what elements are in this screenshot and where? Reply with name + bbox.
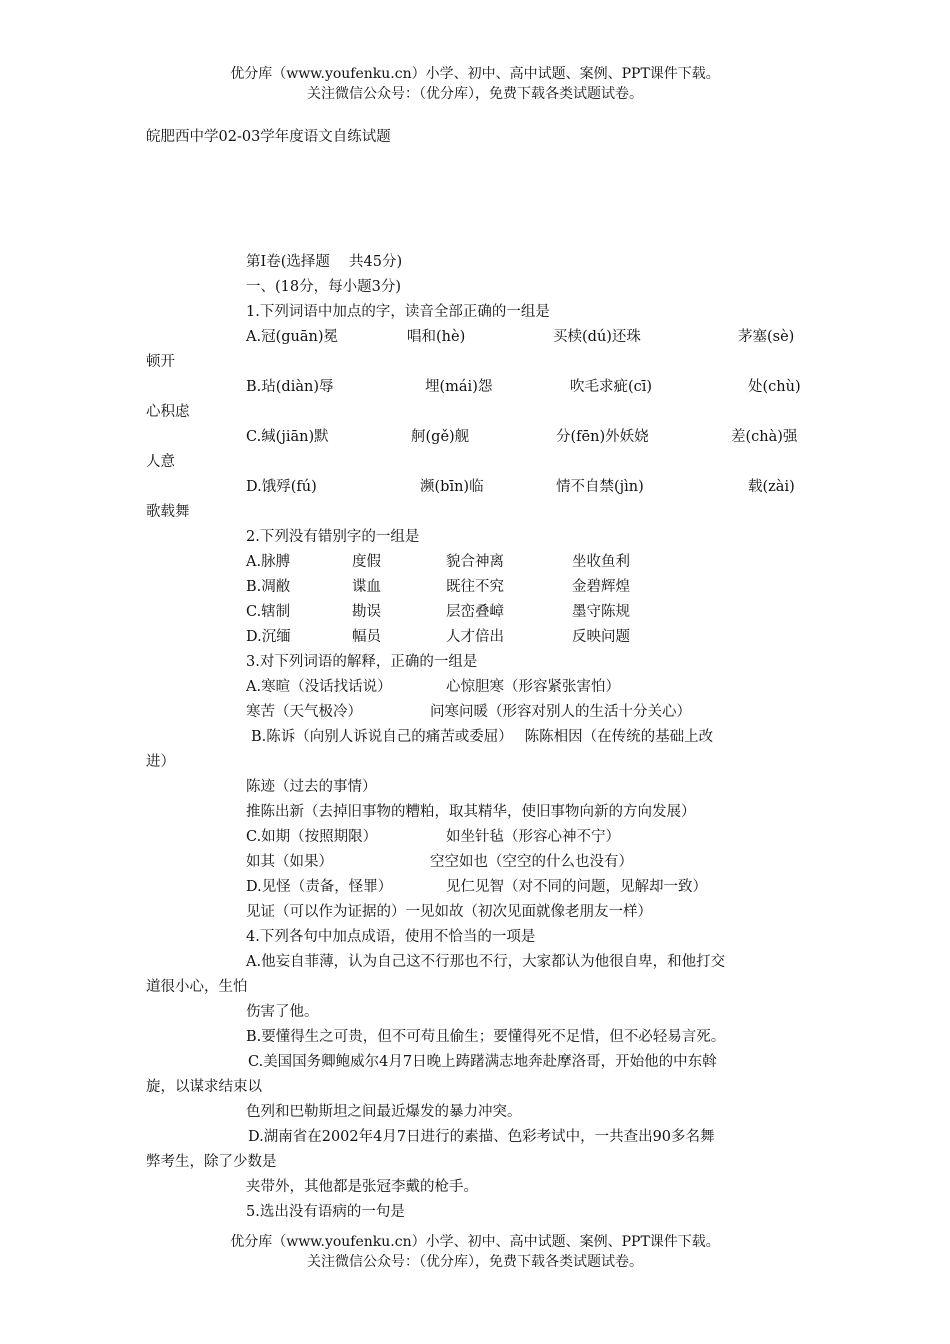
q1-option-c-2: 舸(gě)舰 xyxy=(411,429,470,445)
section-title: 第Ⅰ卷(选择题 共45分) xyxy=(246,254,403,270)
q3-b3: 推陈出新（去掉旧事物的糟粕，取其精华，使旧事物向新的方向发展） xyxy=(246,804,696,820)
document-title: 皖肥西中学02-03学年度语文自练试题 xyxy=(146,129,391,145)
part-heading: 一、(18分，每小题3分) xyxy=(246,279,401,295)
q3-a2-right: 问寒问暖（形容对别人的生活十分关心） xyxy=(430,704,691,720)
question-4-stem: 4.下列各句中加点成语，使用不恰当的一项是 xyxy=(246,929,536,945)
q1-option-b-4: 处(chù) xyxy=(748,379,801,395)
q1-option-a-2: 唱和(hè) xyxy=(407,329,466,345)
q3-c1-right: 如坐针毡（形容心神不宁） xyxy=(446,829,620,845)
q2-a-2: 度假 xyxy=(352,554,381,570)
q1-option-a-3: 买椟(dú)还珠 xyxy=(553,329,641,345)
q4-a3: 伤害了他。 xyxy=(246,1004,319,1020)
q1-option-b-5: 心积虑 xyxy=(146,404,190,420)
q2-c-3: 层峦叠嶂 xyxy=(446,604,504,620)
q4-d1: D.湖南省在2002年4月7日进行的素描、色彩考试中，一共查出90多名舞 xyxy=(248,1129,715,1145)
q1-option-c-1: C.缄(jiān)默 xyxy=(246,429,329,445)
q4-c1: C.美国国务卿鲍威尔4月7日晚上踌躇满志地奔赴摩洛哥，开始他的中东斡 xyxy=(248,1054,717,1070)
q2-b-4: 金碧辉煌 xyxy=(572,579,630,595)
q1-option-b-3: 吹毛求疵(cī) xyxy=(570,379,653,395)
q2-d-2: 幅员 xyxy=(352,629,381,645)
q4-c3: 色列和巴勒斯坦之间最近爆发的暴力冲突。 xyxy=(246,1104,522,1120)
q3-c2-right: 空空如也（空空的什么也没有） xyxy=(430,854,633,870)
q3-a2-left: 寒苦（天气极冷） xyxy=(246,704,362,720)
q1-option-c-3: 分(fēn)外妖娆 xyxy=(556,429,649,445)
q3-b1-cont: 进） xyxy=(146,754,175,770)
q4-a1: A.他妄自菲薄，认为自己这不行那也不行，大家都认为他很自卑，和他打交 xyxy=(246,954,726,970)
header-line-1: 优分库（www.youfenku.cn）小学、初中、高中试题、案例、PPT课件下载。 xyxy=(230,66,720,82)
q4-d2: 弊考生，除了少数是 xyxy=(146,1154,277,1170)
question-1-stem: 1.下列词语中加点的字，读音全部正确的一组是 xyxy=(246,304,550,320)
q1-option-b-2: 埋(mái)怨 xyxy=(425,379,493,395)
q2-c-2: 勘误 xyxy=(352,604,381,620)
question-5-stem: 5.选出没有语病的一句是 xyxy=(246,1204,405,1220)
q2-a-3: 貌合神离 xyxy=(446,554,504,570)
footer-line-1: 优分库（www.youfenku.cn）小学、初中、高中试题、案例、PPT课件下载。 xyxy=(230,1234,720,1250)
q3-a1-right: 心惊胆寒（形容紧张害怕） xyxy=(446,679,620,695)
q4-c2: 旋，以谋求结束以 xyxy=(146,1079,262,1095)
q2-b-2: 谍血 xyxy=(352,579,381,595)
q2-d-3: 人才倍出 xyxy=(446,629,504,645)
q1-option-a-4: 茅塞(sè) xyxy=(738,329,795,345)
q3-d2: 见证（可以作为证据的）一见如故（初次见面就像老朋友一样） xyxy=(246,904,652,920)
q3-c1-left: C.如期（按照期限） xyxy=(246,829,378,845)
q1-option-b-1: B.玷(diàn)辱 xyxy=(246,379,334,395)
q3-c2-left: 如其（如果） xyxy=(246,854,333,870)
q1-option-d-4: 载(zài) xyxy=(748,479,795,495)
question-2-stem: 2.下列没有错别字的一组是 xyxy=(246,529,420,545)
q1-option-c-5: 人意 xyxy=(146,454,175,470)
q2-a-1: A.脉膊 xyxy=(246,554,291,570)
q4-a2: 道很小心，生怕 xyxy=(146,979,248,995)
q3-b2: 陈迹（过去的事情） xyxy=(246,779,377,795)
question-3-stem: 3.对下列词语的解释，正确的一组是 xyxy=(246,654,478,670)
q3-b1: B.陈诉（向别人诉说自己的痛苦或委屈） 陈陈相因（在传统的基础上改 xyxy=(251,729,714,745)
q1-option-a-1: A.冠(guān)冕 xyxy=(246,329,338,345)
header-line-2: 关注微信公众号：（优分库），免费下载各类试题试卷。 xyxy=(307,86,643,102)
q1-option-d-5: 歌载舞 xyxy=(146,504,190,520)
q2-b-1: B.凋敝 xyxy=(246,579,291,595)
q1-option-d-2: 濒(bīn)临 xyxy=(420,479,484,495)
q2-d-4: 反映问题 xyxy=(572,629,630,645)
footer-line-2: 关注微信公众号：（优分库），免费下载各类试题试卷。 xyxy=(307,1254,643,1270)
q2-c-1: C.辖制 xyxy=(246,604,291,620)
q1-option-c-4: 差(chà)强 xyxy=(731,429,798,445)
q4-b1: B.要懂得生之可贵，但不可苟且偷生；要懂得死不足惜，但不必轻易言死。 xyxy=(246,1029,726,1045)
q2-a-4: 坐收鱼利 xyxy=(572,554,630,570)
q3-d1-right: 见仁见智（对不同的问题，见解却一致） xyxy=(446,879,707,895)
q2-c-4: 墨守陈规 xyxy=(572,604,630,620)
q1-option-d-1: D.饿殍(fú) xyxy=(246,479,317,495)
q3-d1-left: D.见怪（责备，怪罪） xyxy=(246,879,393,895)
q3-a1-left: A.寒暄（没话找话说） xyxy=(246,679,392,695)
q1-option-a-5: 顿开 xyxy=(146,354,175,370)
q1-option-d-3: 情不自禁(jìn) xyxy=(556,479,644,495)
q2-d-1: D.沉缅 xyxy=(246,629,291,645)
q4-d3: 夹带外，其他都是张冠李戴的枪手。 xyxy=(246,1179,478,1195)
q2-b-3: 既往不究 xyxy=(446,579,504,595)
